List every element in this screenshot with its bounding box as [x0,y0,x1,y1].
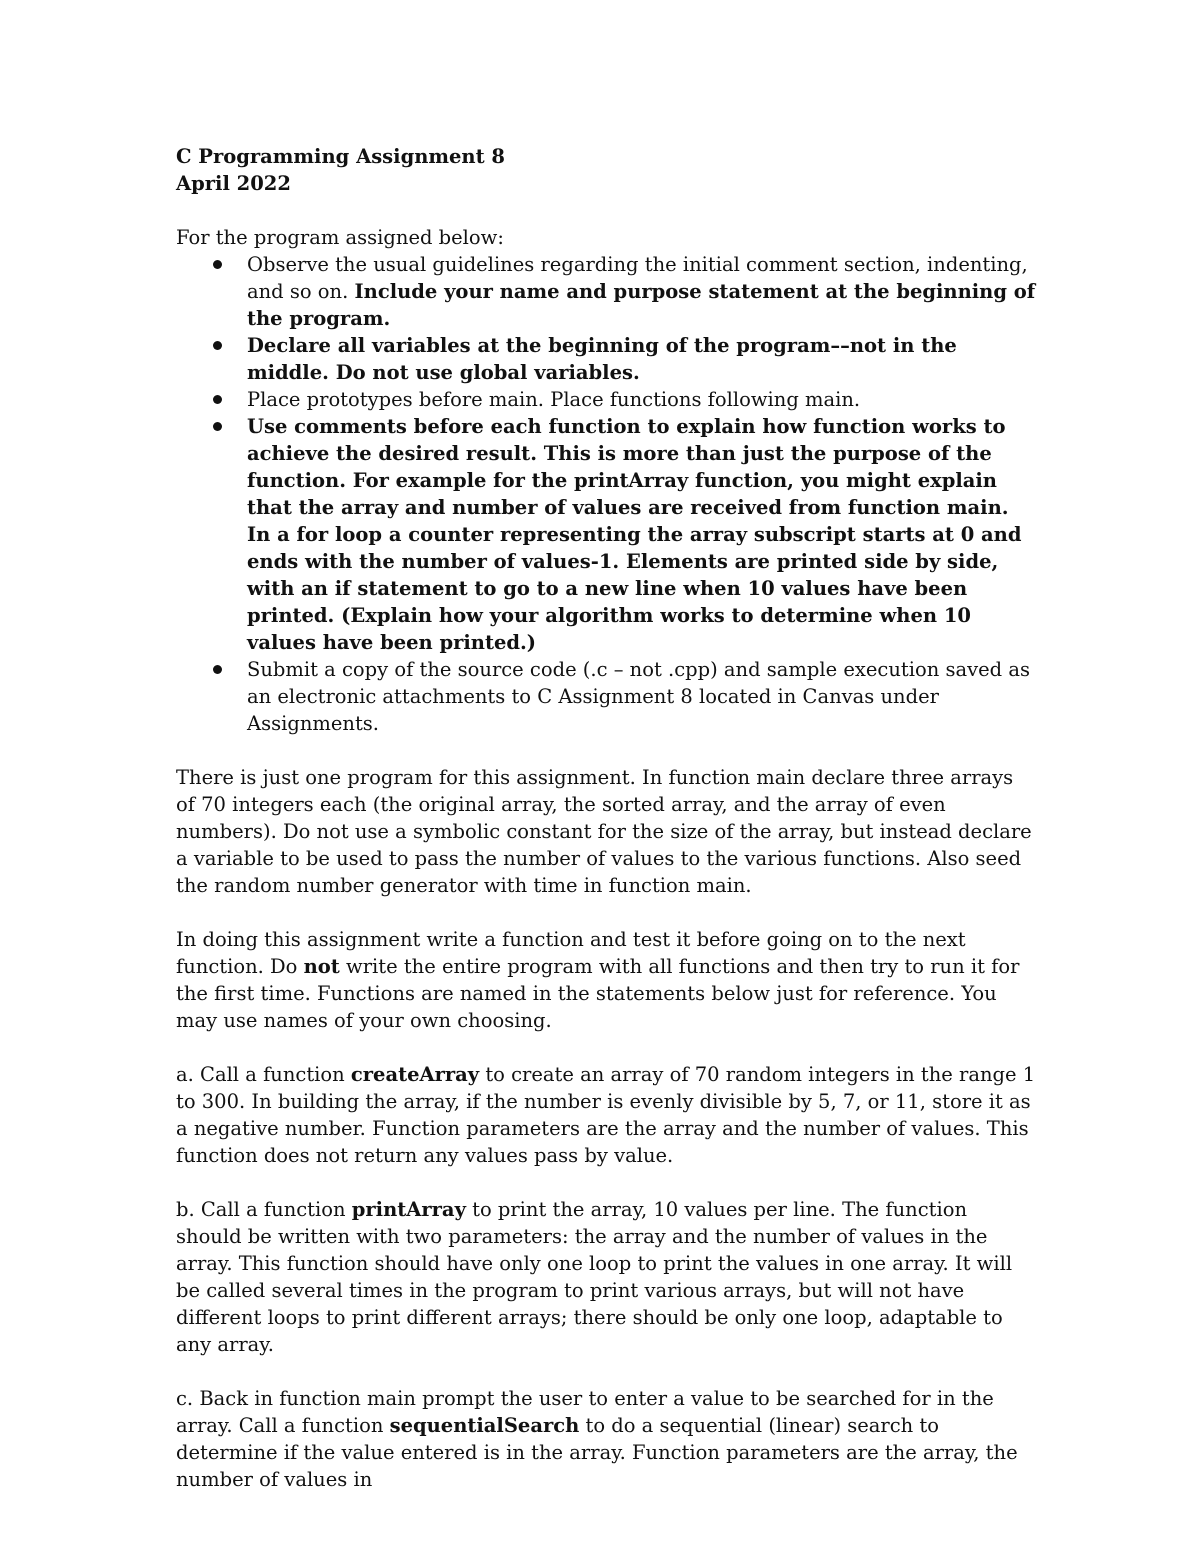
overview-paragraph: There is just one program for this assignment. In function main declare three arrays of 70 integers each (the original array, the sorted array, and the array of even numbers). Do not use a symbolic constant for the size of the array, but instead declare a variable to be used to pass the number of values to the various functions. Also seed the random number generator with time in function main. [176,766,1032,897]
bullet-icon [213,341,222,350]
requirement-text: Observe the usual guidelines regarding the initial comment section, indenting, and so on. [247,253,1028,303]
requirement-item [176,656,1036,737]
spacer [176,1034,1036,1061]
function-name: printArray [351,1198,466,1221]
step-text: to create an array of 70 random integers in the range 1 to 300. In building the array, if the number is evenly divisible by 5, 7, or 11, store it as a negative number. Function parameters are the array and the number of values. This function does not return any values pass by value. [176,1063,1036,1167]
requirement-item [176,251,1036,332]
requirement-item [176,386,1036,413]
assignment-date: April 2022 [176,172,291,195]
step-c-paragraph [176,1385,1036,1493]
bullet-icon [213,665,222,674]
requirement-emphasis: Include your name and purpose statement at the beginning of the program. [247,280,1036,330]
step-a-paragraph [176,1061,1036,1169]
requirement-emphasis: Declare all variables at the beginning of the program––not in the middle. Do not use global variables. [247,334,957,384]
step-b-paragraph [176,1196,1036,1358]
function-name: createArray [350,1063,480,1086]
document-body [176,143,1036,1493]
function-name: sequentialSearch [389,1414,580,1437]
spacer [176,899,1036,926]
requirements-list [176,251,1036,737]
step-text: to do a sequential (linear) search to determine if the value entered is in the array. Function parameters are the array, the number of values in [176,1414,1018,1491]
bullet-icon [213,395,222,404]
spacer [176,1169,1036,1196]
step-text: c. Back in function main prompt the user to enter a value to be searched for in the array. Call a function [176,1387,994,1437]
approach-paragraph [176,926,1036,1034]
step-text: to print the array, 10 values per line. The function should be written with two parameters: the array and the number of values in the array. This function should have only one loop to print the values in one array. It will be called several times in the program to print various arrays, but will not have different loops to print different arrays; there should be only one loop, adaptable to any array. [176,1198,1013,1356]
bullet-icon [213,260,222,269]
requirement-text: Submit a copy of the source code (.c – not .cpp) and sample execution saved as an electronic attachments to C Assignment 8 located in Canvas under Assignments. [247,658,1030,735]
requirement-emphasis: Use comments before each function to explain how function works to achieve the desired result. This is more than just the purpose of the function. For example for the printArray function, you might explain that the array and number of values are received from function main. In a for loop a counter representing the array subscript starts at 0 and ends with the number of values-1. Elements are printed side by side, with an if statement to go to a new line when 10 values have been printed. (Explain how your algorithm works to determine when 10 values have been printed.) [247,415,1022,654]
assignment-title: C Programming Assignment 8 [176,145,505,168]
bullet-icon [213,422,222,431]
requirements-intro: For the program assigned below: [176,226,504,249]
spacer [176,197,1036,224]
step-text: a. Call a function [176,1063,351,1086]
step-text: b. Call a function [176,1198,352,1221]
spacer [176,737,1036,764]
approach-text: write the entire program with all functions and then try to run it for the first time. Functions are named in the statements below just for reference. You may use names of your own choosing. [176,955,1020,1032]
approach-emphasis: not [303,955,340,978]
requirement-text: Place prototypes before main. Place functions following main. [247,388,861,411]
requirement-item [176,332,1036,386]
approach-text: In doing this assignment write a function and test it before going on to the next function. Do [176,928,966,978]
requirement-item [176,413,1036,656]
spacer [176,1358,1036,1385]
